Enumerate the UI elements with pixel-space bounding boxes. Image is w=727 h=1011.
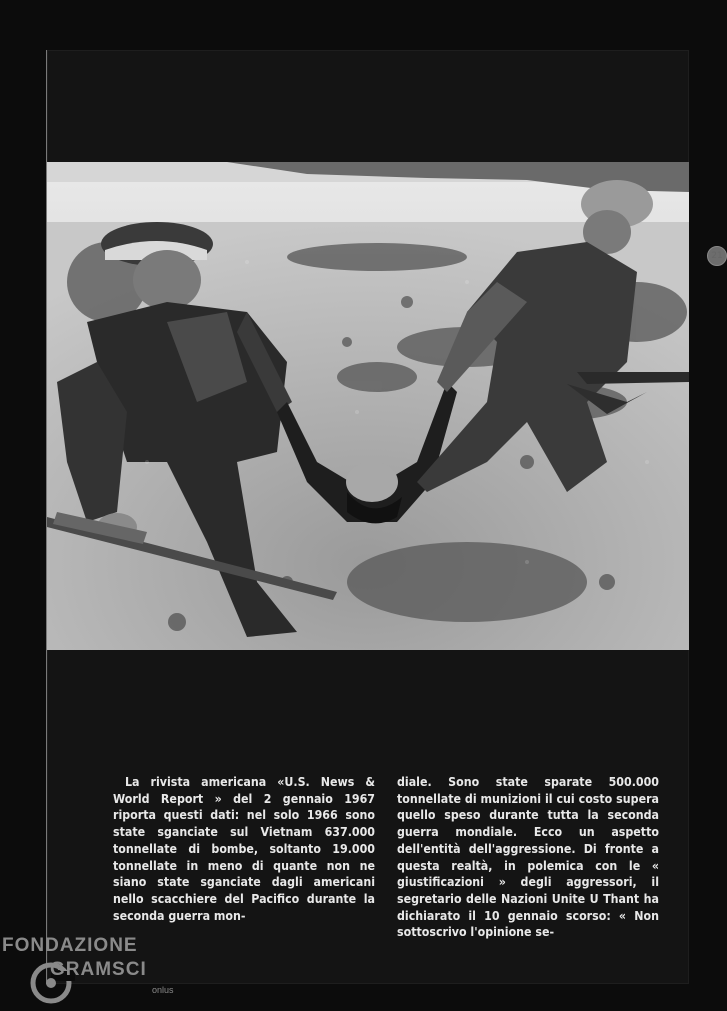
article-left-text: La rivista americana «U.S. News & World Report » del 2 gennaio 1967 riporta questi dati: nel solo 1966 sono state sganciate sul Vietnam 637.000 tonnellate di bombe, soltanto 19.000 tonnellate in meno di quante non ne siano state sganciate dagli americani nello scacchiere del Pacifico durante la seconda guerra mon-	[113, 775, 375, 923]
soldiers-dragging-prisoner-photo	[47, 162, 689, 650]
page-number-badge: 21	[707, 246, 727, 266]
magazine-page	[46, 50, 723, 984]
fondazione-gramsci-watermark	[2, 935, 182, 1005]
article-right-text: diale. Sono state sparate 500.000 tonnellate di munizioni il cui costo supera quello speso durante tutta la seconda guerra mondiale. Ecco un aspetto dell'entità dell'aggressione. Di fronte a questa realtà, in polemica con le « giustificazioni » degli aggressori, il segretario delle Nazioni Unite U Thant ha dichiarato il 10 gennaio scorso: « Non sottoscrivo l'opinione se-	[397, 775, 659, 940]
watermark-line1: FONDAZIONE	[2, 935, 138, 956]
photo-illustration	[47, 162, 689, 650]
watermark-line2: GRAMSCI	[50, 959, 147, 980]
watermark-suffix: onlus	[152, 985, 174, 995]
article-right-column	[397, 774, 659, 941]
article-left-column	[113, 774, 375, 924]
